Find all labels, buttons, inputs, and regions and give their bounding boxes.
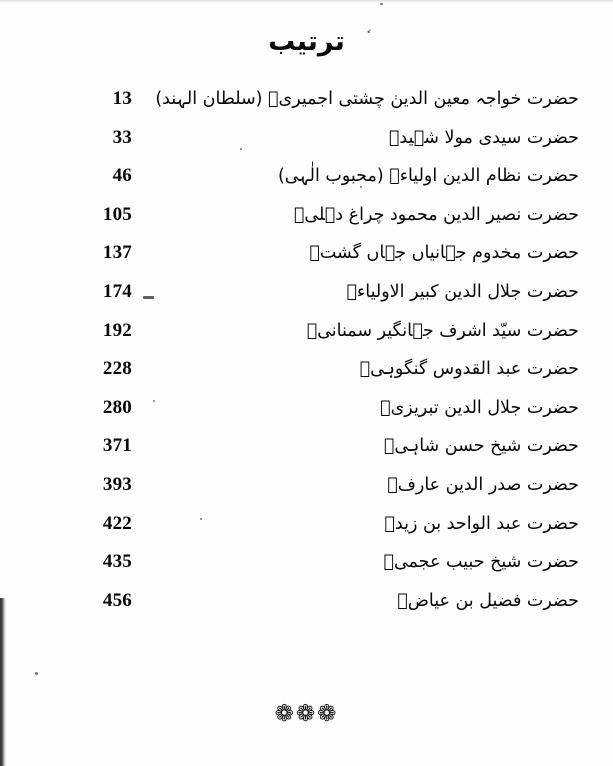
entry-page-number: 456 — [102, 589, 132, 611]
table-row[interactable] — [0, 200, 613, 239]
entry-page-number: 137 — [102, 242, 132, 264]
entry-page-number: 371 — [102, 435, 132, 457]
scan-speck — [380, 3, 383, 5]
page-title: ترتیب — [268, 26, 345, 58]
entry-title[interactable]: حضرت سیّد اشرف جہانگیر سمنانیؒ — [306, 320, 579, 341]
table-row[interactable] — [0, 277, 613, 316]
entry-title[interactable]: حضرت فضیل بن عیاضؒ — [397, 590, 579, 611]
entry-page-number: 13 — [112, 88, 132, 109]
entry-title[interactable]: حضرت شیخ حبیب عجمیؒ — [383, 552, 579, 573]
table-row[interactable] — [0, 586, 613, 625]
entry-page-number: 105 — [102, 203, 132, 225]
table-row[interactable] — [0, 84, 613, 123]
entry-page-number: 174 — [102, 280, 132, 302]
entry-title[interactable]: حضرت سیدی مولا شہیدؒ — [388, 127, 579, 148]
entry-title[interactable]: حضرت شیخ حسن شاہیؒ — [383, 436, 579, 457]
table-row[interactable] — [0, 509, 613, 548]
entry-page-number: 228 — [102, 358, 132, 380]
table-row[interactable] — [0, 161, 613, 200]
table-row[interactable] — [0, 470, 613, 509]
entry-title[interactable]: حضرت جلال الدین تبریزیؒ — [380, 397, 579, 418]
entry-page-number: 33 — [112, 126, 132, 148]
flower-ornament-icon: ❁❁❁ — [274, 701, 339, 727]
entry-title[interactable]: حضرت نظام الدین اولیاءؒ (محبوب الٰہی) — [277, 166, 579, 187]
entry-title[interactable]: حضرت عبد القدوس گنگوہیؒ — [359, 359, 579, 380]
entry-page-number: 422 — [102, 512, 132, 534]
entry-title[interactable]: حضرت نصیر الدین محمود چراغ دہلیؒ — [293, 204, 579, 225]
entry-page-number: 393 — [102, 473, 132, 495]
table-row[interactable] — [0, 547, 613, 586]
entry-title[interactable]: حضرت جلال الدین کبیر الاولیاءؒ — [346, 281, 579, 302]
entry-page-number: 46 — [112, 165, 132, 187]
table-of-contents — [0, 84, 613, 624]
entry-page-number: 435 — [102, 551, 132, 573]
table-row[interactable] — [0, 393, 613, 432]
entry-page-number: 280 — [102, 396, 132, 418]
entry-title[interactable]: حضرت خواجہ معین الدین چشتی اجمیریؒ (سلطان الہند) — [155, 89, 579, 109]
table-row[interactable] — [0, 354, 613, 393]
entry-page-number: 192 — [102, 319, 132, 341]
table-row[interactable] — [0, 431, 613, 470]
table-row[interactable] — [0, 316, 613, 355]
entry-title[interactable]: حضرت مخدوم جہانیاں جہاں گشتؒ — [309, 243, 579, 264]
title-flourish-mark — [366, 30, 376, 44]
table-row[interactable] — [0, 238, 613, 277]
entry-title[interactable]: حضرت عبد الواحد بن زیدؒ — [384, 513, 579, 534]
entry-title[interactable]: حضرت صدر الدین عارفؒ — [387, 474, 579, 495]
scan-speck — [35, 672, 38, 675]
table-row[interactable] — [0, 123, 613, 162]
scan-edge-artifact-top — [0, 0, 613, 3]
